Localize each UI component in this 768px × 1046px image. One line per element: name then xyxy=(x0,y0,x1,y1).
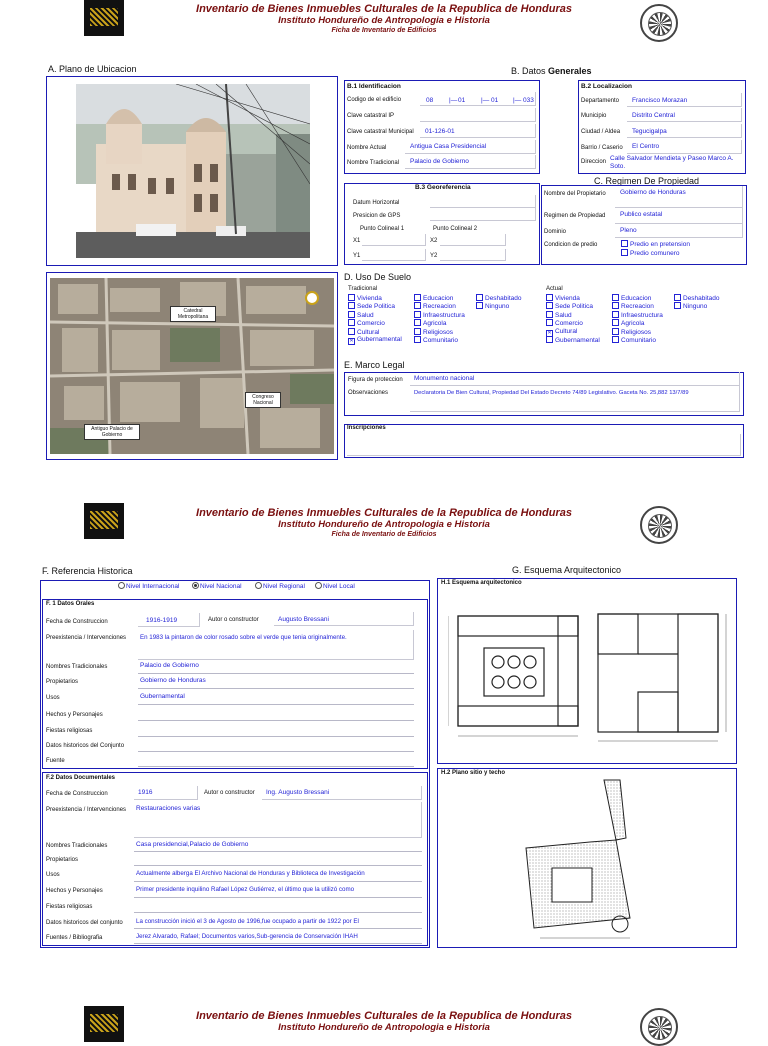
f2-datos-label: Datos historicos del conjunto xyxy=(46,920,123,926)
checkbox-icon xyxy=(546,336,553,343)
f2-fiestas-label: Fiestas religiosas xyxy=(46,904,93,910)
b3-y1-field[interactable] xyxy=(362,249,426,261)
header-institute: Instituto Hondureño de Antropologia e Historia xyxy=(278,1022,490,1033)
checkbox-icon xyxy=(348,294,355,301)
c-cond-label: Condicion de predio xyxy=(544,242,598,248)
b1-codigo-sep-2: |— xyxy=(481,97,490,104)
section-f-title: F. Referencia Historica xyxy=(42,566,133,576)
f1-fuente-label: Fuente xyxy=(46,758,65,764)
b3-pc1-label: Punto Colineal 1 xyxy=(360,226,405,232)
checkbox-icon xyxy=(414,311,421,318)
b2-depto-field[interactable] xyxy=(627,93,742,107)
b1-codigo-sep-1: |— xyxy=(449,97,458,104)
b3-pc2-label: Punto Colineal 2 xyxy=(433,226,478,232)
c-reg[interactable]: Publico estatal xyxy=(620,211,663,218)
c-prop[interactable]: Gobierno de Honduras xyxy=(620,189,686,196)
f2-fecha-label: Fecha de Construccion xyxy=(46,791,108,797)
b2-barrio[interactable]: El Centro xyxy=(632,143,660,150)
d-act-checkbox-cultural[interactable]: ✕ Cultural xyxy=(547,327,578,336)
f1-nt-label: Nombres Tradicionales xyxy=(46,664,108,670)
f2-hechos[interactable]: Primer presidente inquilino Rafael López Gutiérrez, el último que la utilizó como xyxy=(136,886,355,893)
d-act-checkbox-educacion[interactable]: Educacion xyxy=(612,294,651,302)
d-trad-checkbox-deshabitado[interactable]: Deshabitado xyxy=(476,294,522,302)
f1-usos-label: Usos xyxy=(46,695,60,701)
d-act-checkbox-deshabitado[interactable]: Deshabitado xyxy=(674,294,720,302)
b1-codigo-4[interactable]: 033 xyxy=(523,97,534,104)
d-act-checkbox-ninguno[interactable]: Ninguno xyxy=(674,302,707,310)
e-fig-label: Figura de proteccion xyxy=(348,377,403,383)
f1-fecha-field[interactable] xyxy=(138,613,200,627)
b3-y2-label: Y2 xyxy=(430,253,438,259)
section-e-title: E. Marco Legal xyxy=(344,360,405,370)
d-trad-checkbox-vivienda[interactable]: Vivienda xyxy=(348,294,382,302)
f1-prop-label: Propietarios xyxy=(46,679,79,685)
seal-icon xyxy=(640,4,678,42)
b1-codigo-label: Codigo de el edificio xyxy=(347,97,402,103)
f1-hechos-label: Hechos y Personajes xyxy=(46,712,103,718)
b3-precision-field[interactable] xyxy=(430,208,536,221)
radio-icon xyxy=(118,582,125,589)
radio-icon xyxy=(192,582,199,589)
checkbox-icon xyxy=(612,302,619,309)
f1-title: F. 1 Datos Orales xyxy=(46,601,95,607)
checkbox-icon xyxy=(612,311,619,318)
f2-fuentes[interactable]: Jerez Alvarado, Rafael; Documentos varios,Sub-gerencia de Conservación IHAH xyxy=(136,933,358,940)
d-act-checkbox-vivienda[interactable]: Vivienda xyxy=(546,294,580,302)
e-obs[interactable]: Declaratoria De Bien Cultural, Propiedad Del Estado Decreto 74/89 Legislativo. Gaceta No. 25,882 13/7/89 xyxy=(414,390,689,396)
d-act-checkbox-recreacion[interactable]: Recreacion xyxy=(612,302,654,310)
b1-clave-ip-label: Clave catastral IP xyxy=(347,113,395,119)
checkbox-icon xyxy=(348,328,355,335)
floor-plan-drawing xyxy=(448,596,732,746)
header-institute: Instituto Hondureño de Antropologia e Historia xyxy=(278,519,490,530)
c-dom-field[interactable] xyxy=(615,224,743,238)
checkbox-icon xyxy=(674,302,681,309)
radio-icon xyxy=(315,582,322,589)
f2-fecha-field[interactable] xyxy=(134,786,198,800)
e-fig-field[interactable] xyxy=(410,372,740,386)
header-form: Ficha de Inventario de Edificios xyxy=(331,531,437,538)
b2-ciudad-field[interactable] xyxy=(627,124,742,138)
f2-usos[interactable]: Actualmente alberga El Archivo Nacional de Honduras y Biblioteca de Investigación xyxy=(136,870,365,877)
b1-clave-mun[interactable]: 01-126-01 xyxy=(425,128,455,135)
h2-title: H.2 Plano sitio y techo xyxy=(441,770,506,776)
c-reg-label: Regimen de Propiedad xyxy=(544,213,606,219)
map-label-congreso: Congreso Nacional xyxy=(245,392,281,408)
checkbox-icon xyxy=(612,328,619,335)
b1-nombre-actual[interactable]: Antigua Casa Presidencial xyxy=(410,143,487,150)
f2-nt[interactable]: Casa presidencial,Palacio de Gobierno xyxy=(136,841,249,848)
checkbox-icon xyxy=(546,311,553,318)
checkbox-icon xyxy=(348,319,355,326)
b1-codigo-1[interactable]: 08 xyxy=(426,97,434,104)
map-label-palacio: Antiguo Palacio de Gobierno xyxy=(84,424,140,440)
d-act-checkbox-religiosos[interactable]: Religiosos xyxy=(612,328,651,336)
b3-x2-label: X2 xyxy=(430,238,438,244)
c-dom-label: Dominio xyxy=(544,229,567,235)
b3-x1-field[interactable] xyxy=(362,234,426,246)
section-g-title: G. Esquema Arquitectonico xyxy=(512,565,622,575)
f2-prop-label: Propietarios xyxy=(46,857,79,863)
checkbox-icon xyxy=(348,311,355,318)
d-act-checkbox-sede-politica[interactable]: Sede Politica xyxy=(546,302,593,310)
f1-pre[interactable]: En 1983 la pintaron de color rosado sobre el verde que tenia originalmente. xyxy=(140,634,347,641)
section-b-title: B. Datos Generales xyxy=(511,66,592,76)
d-trad-checkbox-educacion[interactable]: Educacion xyxy=(414,294,453,302)
h1-title: H.1 Esquema arquitectonico xyxy=(441,580,522,586)
d-act-checkbox-comunitario[interactable]: Comunitario xyxy=(612,336,656,344)
b1-nombre-trad[interactable]: Palacio de Gobierno xyxy=(410,158,469,165)
f2-pre-label: Preexistencia / Intervenciones xyxy=(46,807,127,813)
f2-pre[interactable]: Restauraciones varias xyxy=(136,805,201,812)
b1-clave-ip-field[interactable] xyxy=(420,108,536,122)
b2-ciudad-label: Ciudad / Aldea xyxy=(581,129,621,135)
radio-icon xyxy=(255,582,262,589)
f1-pre-label: Preexistencia / Intervenciones xyxy=(46,635,127,641)
f2-title: F.2 Datos Documentales xyxy=(46,775,116,781)
f2-usos-label: Usos xyxy=(46,872,60,878)
checkbox-icon xyxy=(674,294,681,301)
section-a-title: A. Plano de Ubicacion xyxy=(48,64,137,74)
f1-datos-label: Datos historicos del Conjunto xyxy=(46,743,125,749)
b1-codigo-2[interactable]: 01 xyxy=(458,97,466,104)
section-c-title: C. Regimen De Propiedad xyxy=(594,176,700,186)
f1-nt[interactable]: Palacio de Gobierno xyxy=(140,662,199,669)
d-act-checkbox-comercio[interactable]: Comercio xyxy=(546,319,583,327)
e-fig[interactable]: Monumento nacional xyxy=(414,375,475,382)
header-form: Ficha de Inventario de Edificios xyxy=(331,27,437,34)
c-cond-opt-1[interactable]: Predio en pretension xyxy=(621,240,690,248)
b2-title: B.2 Localizacion xyxy=(581,83,632,90)
f1-usos[interactable]: Gubernamental xyxy=(140,693,185,700)
b2-muni-label: Municipio xyxy=(581,113,607,119)
b2-barrio-label: Barrio / Caserio xyxy=(581,145,623,151)
f2-autor-field[interactable] xyxy=(262,786,422,800)
e-insc-field[interactable] xyxy=(347,434,741,456)
b1-codigo-3[interactable]: 01 xyxy=(491,97,499,104)
b2-depto-label: Departamento xyxy=(581,98,620,104)
checkbox-icon xyxy=(476,294,483,301)
f2-datos[interactable]: La construcción inició el 3 de Agosto de 1996,fue ocupado a partir de 1922 por El xyxy=(136,918,359,925)
seal-icon xyxy=(640,1008,678,1046)
b1-title: B.1 Identificacion xyxy=(347,83,401,90)
checkbox-icon xyxy=(414,294,421,301)
header-institute: Instituto Hondureño de Antropologia e Historia xyxy=(278,15,490,26)
e-obs-field[interactable] xyxy=(410,386,740,412)
b2-dir-label: Direccion xyxy=(581,159,607,165)
b2-dir[interactable]: Calle Salvador Mendieta y Paseo Marco A. Soto. xyxy=(610,155,734,170)
b1-clave-mun-label: Clave catastral Municipal xyxy=(347,129,414,135)
map-label-catedral: Catedral Metropolitana xyxy=(170,306,216,322)
d-trad-checkbox-comercio[interactable]: Comercio xyxy=(348,319,385,327)
c-dom[interactable]: Pleno xyxy=(620,227,637,234)
e-obs-label: Observaciones xyxy=(348,390,389,396)
d-trad-checkbox-salud[interactable]: Salud xyxy=(348,311,374,319)
d-trad-checkbox-religiosos[interactable]: Religiosos xyxy=(414,328,453,336)
checked-box-icon: ✕ xyxy=(547,329,552,336)
f1-autor-label: Autor o constructor xyxy=(208,617,259,623)
d-act-checkbox-agricola[interactable]: Agricola xyxy=(612,319,644,327)
nivel-radio-nivel-local[interactable]: Nivel Local xyxy=(315,582,355,590)
b3-datum-label: Datum Horizontal xyxy=(353,200,400,206)
checkbox-icon xyxy=(612,319,619,326)
b1-codigo-field[interactable] xyxy=(420,92,536,106)
f2-autor-label: Autor o constructor xyxy=(204,790,255,796)
b3-title: B.3 Georeferencia xyxy=(415,184,471,191)
d-trad-checkbox-infraestructura[interactable]: Infraestructura xyxy=(414,311,465,319)
f1-autor[interactable]: Augusto Bressani xyxy=(278,616,329,623)
nivel-radio-nivel-internacional[interactable]: Nivel Internacional xyxy=(118,582,179,590)
b3-datum-field[interactable] xyxy=(430,195,536,208)
f1-fecha[interactable]: 1916-1919 xyxy=(146,617,178,624)
checkbox-icon xyxy=(476,302,483,309)
checked-box-icon: ✕ xyxy=(349,338,354,344)
b2-muni-field[interactable] xyxy=(627,108,742,122)
d-trad-checkbox-cultural[interactable]: Cultural xyxy=(348,328,379,336)
e-insc-label: Inscripciones xyxy=(347,425,386,431)
d-trad-checkbox-agricola[interactable]: Agricola xyxy=(414,319,446,327)
f1-prop[interactable]: Gobierno de Honduras xyxy=(140,677,206,684)
f1-fiestas-label: Fiestas religiosas xyxy=(46,728,93,734)
d-act-checkbox-salud[interactable]: Salud xyxy=(546,311,572,319)
d-trad-checkbox-sede-politica[interactable]: Sede Politica xyxy=(348,302,395,310)
d-act-checkbox-infraestructura[interactable]: Infraestructura xyxy=(612,311,663,319)
f1-pre-field[interactable] xyxy=(138,630,414,660)
d-trad-label: Tradicional xyxy=(348,286,378,292)
c-cond-opt-2[interactable]: Predio comunero xyxy=(621,249,680,257)
checkbox-icon xyxy=(414,302,421,309)
f1-autor-field[interactable] xyxy=(274,612,414,626)
b2-muni[interactable]: Distrito Central xyxy=(632,112,675,119)
checkbox-icon xyxy=(612,294,619,301)
d-trad-checkbox-comunitario[interactable]: Comunitario xyxy=(414,336,458,344)
nivel-radio-nivel-nacional[interactable]: Nivel Nacional xyxy=(192,582,242,590)
checkbox-icon xyxy=(414,319,421,326)
checkbox-icon xyxy=(546,319,553,326)
c-prop-field[interactable] xyxy=(615,186,743,208)
checkbox-icon xyxy=(414,328,421,335)
checkbox-icon xyxy=(414,336,421,343)
site-plan-drawing xyxy=(520,778,654,944)
b1-nombre-actual-field[interactable] xyxy=(405,140,536,154)
checkbox-icon xyxy=(612,336,619,343)
b3-y1-label: Y1 xyxy=(353,253,361,259)
d-trad-checkbox-recreacion[interactable]: Recreacion xyxy=(414,302,456,310)
f2-pre-field[interactable] xyxy=(134,802,422,838)
b1-codigo-sep-3: |— xyxy=(513,97,522,104)
b3-precision-label: Presicion de GPS xyxy=(353,213,401,219)
d-act-label: Actual xyxy=(546,286,563,292)
f2-nt-label: Nombres Tradicionales xyxy=(46,843,108,849)
f2-fuentes-label: Fuentes / Bibliografia xyxy=(46,935,103,941)
checkbox-icon xyxy=(348,302,355,309)
b1-nombre-trad-label: Nombre Tradicional xyxy=(347,160,400,166)
header-title: Inventario de Bienes Inmuebles Culturales de la Republica de Honduras xyxy=(196,507,572,519)
checkbox-icon xyxy=(546,302,553,309)
c-reg-field[interactable] xyxy=(615,208,743,224)
f2-autor[interactable]: Ing. Augusto Bressani xyxy=(266,789,330,796)
header-title: Inventario de Bienes Inmuebles Culturales de la Republica de Honduras xyxy=(196,1010,572,1022)
seal-icon xyxy=(640,506,678,544)
building-photo xyxy=(76,84,310,258)
b2-ciudad[interactable]: Tegucigalpa xyxy=(632,128,667,135)
b2-barrio-field[interactable] xyxy=(627,140,742,154)
f2-hechos-label: Hechos y Personajes xyxy=(46,888,103,894)
b3-x2-field[interactable] xyxy=(440,234,506,246)
checkbox-icon xyxy=(546,294,553,301)
section-d-title: D. Uso De Suelo xyxy=(344,272,412,282)
d-trad-checkbox-ninguno[interactable]: Ninguno xyxy=(476,302,509,310)
b3-x1-label: X1 xyxy=(353,238,361,244)
c-prop-label: Nombre del Propietario xyxy=(544,191,606,197)
b1-nombre-actual-label: Nombre Actual xyxy=(347,145,387,151)
d-act-checkbox-gubernamental[interactable]: Gubernamental xyxy=(546,336,600,344)
b2-depto[interactable]: Francisco Morazan xyxy=(632,97,688,104)
d-trad-checkbox-gubernamental[interactable]: ✕ Gubernamental xyxy=(349,336,402,344)
b1-clave-mun-field[interactable] xyxy=(420,124,536,138)
nivel-radio-nivel-regional[interactable]: Nivel Regional xyxy=(255,582,305,590)
f1-fecha-label: Fecha de Construccion xyxy=(46,619,108,625)
header-title: Inventario de Bienes Inmuebles Culturales de la Republica de Honduras xyxy=(196,3,572,15)
b3-y2-field[interactable] xyxy=(440,249,506,261)
f2-fecha[interactable]: 1916 xyxy=(138,789,153,796)
b1-nombre-trad-field[interactable] xyxy=(405,155,536,169)
